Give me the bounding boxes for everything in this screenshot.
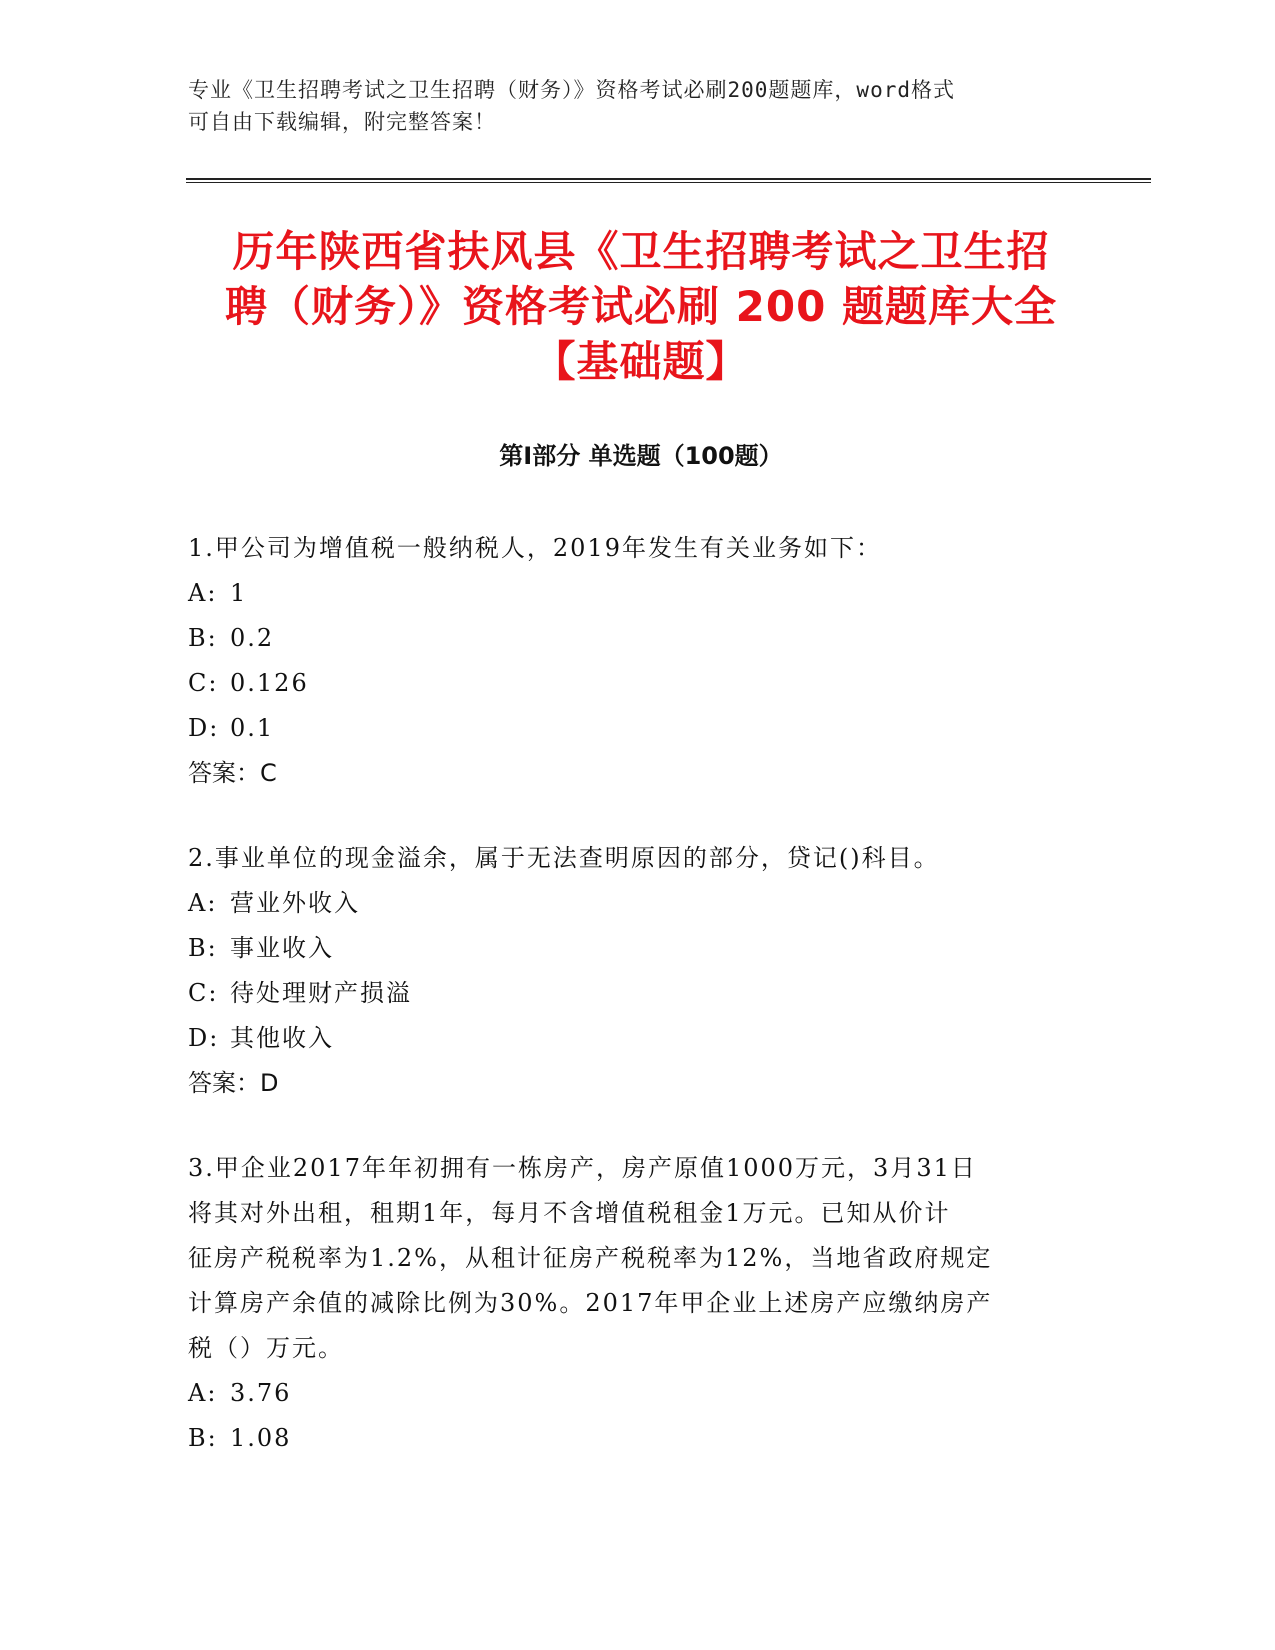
answer-option (188, 971, 1068, 1016)
question-stem-line: 征房产税税率为1.2%，从租计征房产税税率为12%，当地省政府规定 (188, 1244, 993, 1272)
answer-option (188, 706, 1068, 751)
answer-option (188, 1016, 1068, 1061)
option-text: 事业收入 (230, 934, 334, 962)
option-letter: D: (188, 1024, 220, 1052)
answer-option (188, 1416, 1068, 1461)
answer-key: 答案：D (188, 1069, 279, 1097)
option-text: 0.126 (230, 669, 309, 697)
header-note-line-2: 可自由下载编辑，附完整答案！ (188, 110, 496, 134)
question-stem-line: 将其对外出租，租期1年，每月不含增值税租金1万元。已知从价计 (188, 1199, 951, 1227)
option-text: 1.08 (230, 1424, 292, 1452)
option-letter: B: (188, 1424, 218, 1452)
answer-option (188, 881, 1068, 926)
document-title-line-2: 聘（财务）》资格考试必刷 200 题题库大全 (225, 282, 1057, 331)
header-divider (186, 178, 1151, 183)
question-list (188, 526, 1068, 1501)
option-text: 0.1 (230, 714, 275, 742)
section-title: 第Ⅰ部分 单选题（100题） (499, 442, 783, 470)
option-text: 待处理财产损溢 (230, 979, 412, 1007)
option-letter: D: (188, 714, 220, 742)
answer-key: 答案：C (188, 759, 277, 787)
question-stem-line: 税（）万元。 (188, 1334, 344, 1362)
option-letter: A: (188, 889, 218, 917)
option-letter: C: (188, 669, 219, 697)
option-text: 营业外收入 (230, 889, 360, 917)
option-text: 0.2 (230, 624, 275, 652)
option-letter: B: (188, 624, 218, 652)
header-note (188, 74, 1068, 138)
question-stem-line: 2.事业单位的现金溢余，属于无法查明原因的部分，贷记()科目。 (188, 844, 940, 872)
option-letter: C: (188, 979, 219, 1007)
document-title-line-3: 【基础题】 (533, 337, 749, 386)
question-block (188, 1146, 1068, 1461)
question-stem-line: 3.甲企业2017年年初拥有一栋房产，房产原值1000万元，3月31日 (188, 1154, 977, 1182)
answer-option (188, 1371, 1068, 1416)
document-title-line-1: 历年陕西省扶风县《卫生招聘考试之卫生招 (232, 227, 1050, 276)
header-note-line-1: 专业《卫生招聘考试之卫生招聘（财务）》资格考试必刷200题题库，word格式 (188, 78, 955, 102)
answer-option (188, 926, 1068, 971)
option-text: 3.76 (230, 1379, 292, 1407)
question-block (188, 526, 1068, 796)
question-stem-line: 计算房产余值的减除比例为30%。2017年甲企业上述房产应缴纳房产 (188, 1289, 993, 1317)
option-letter: B: (188, 934, 218, 962)
question-stem-line: 1.甲公司为增值税一般纳税人，2019年发生有关业务如下： (188, 534, 882, 562)
answer-option (188, 571, 1068, 616)
option-text: 1 (230, 579, 248, 607)
option-letter: A: (188, 1379, 218, 1407)
option-letter: A: (188, 579, 218, 607)
answer-option (188, 661, 1068, 706)
question-block (188, 836, 1068, 1106)
answer-option (188, 616, 1068, 661)
option-text: 其他收入 (230, 1024, 334, 1052)
document-title (186, 224, 1096, 389)
